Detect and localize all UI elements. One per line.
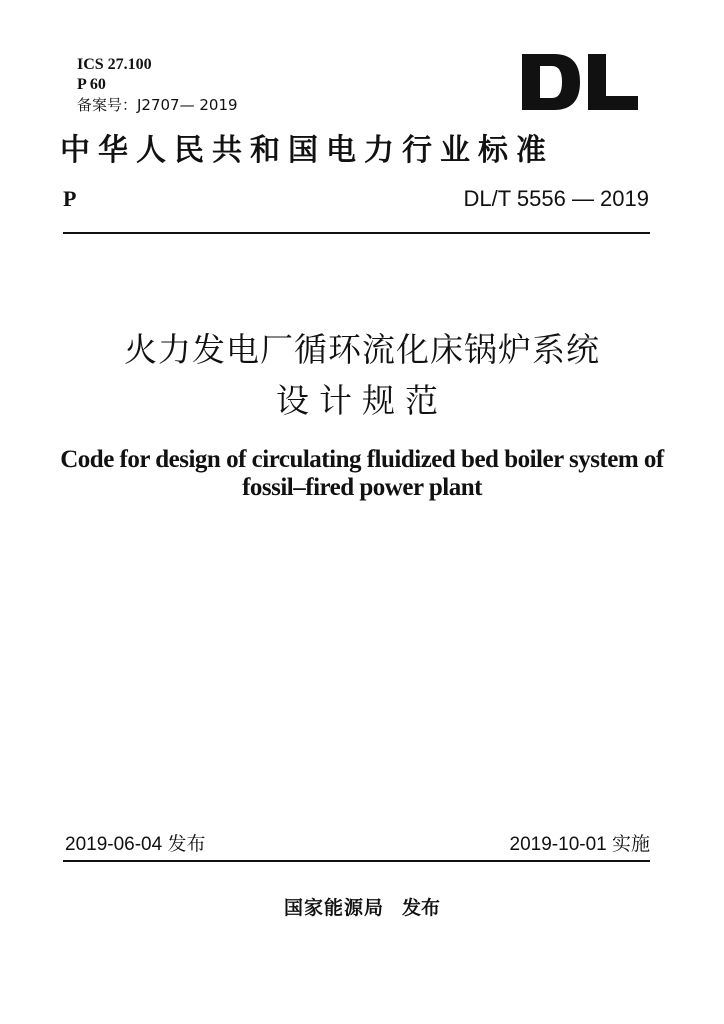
category-letter: P [63,186,77,211]
standard-number: DL/T 5556 — 2019 [463,186,649,211]
title-chinese-line-2: 设计规范 [276,381,448,420]
industry-standard-title: 中华人民共和国电力行业标准 [60,133,554,168]
issue-date: 2019-06-04 发布 [65,834,206,855]
record-number: 备案号：J2707— 2019 [77,96,238,114]
implementation-date: 2019-10-01 实施 [509,834,650,855]
title-english-line-1: Code for design of circulating fluidized bed boiler system of [60,446,664,473]
issuing-action: 发布 [402,897,441,919]
issuing-organization: 国家能源局 [283,897,384,919]
title-english-line-2: fossil–fired power plant [242,474,482,501]
dl-logo [520,52,640,112]
ics-code: ICS 27.100 [77,56,152,73]
top-divider [63,232,650,234]
dl-logo-letter-d [522,54,580,110]
bottom-divider [63,860,650,862]
issuer [0,896,724,920]
title-chinese-line-1: 火力发电厂循环流化床锅炉系统 [124,330,600,369]
dl-logo-letter-l [588,54,638,110]
category-code: P 60 [77,76,106,93]
